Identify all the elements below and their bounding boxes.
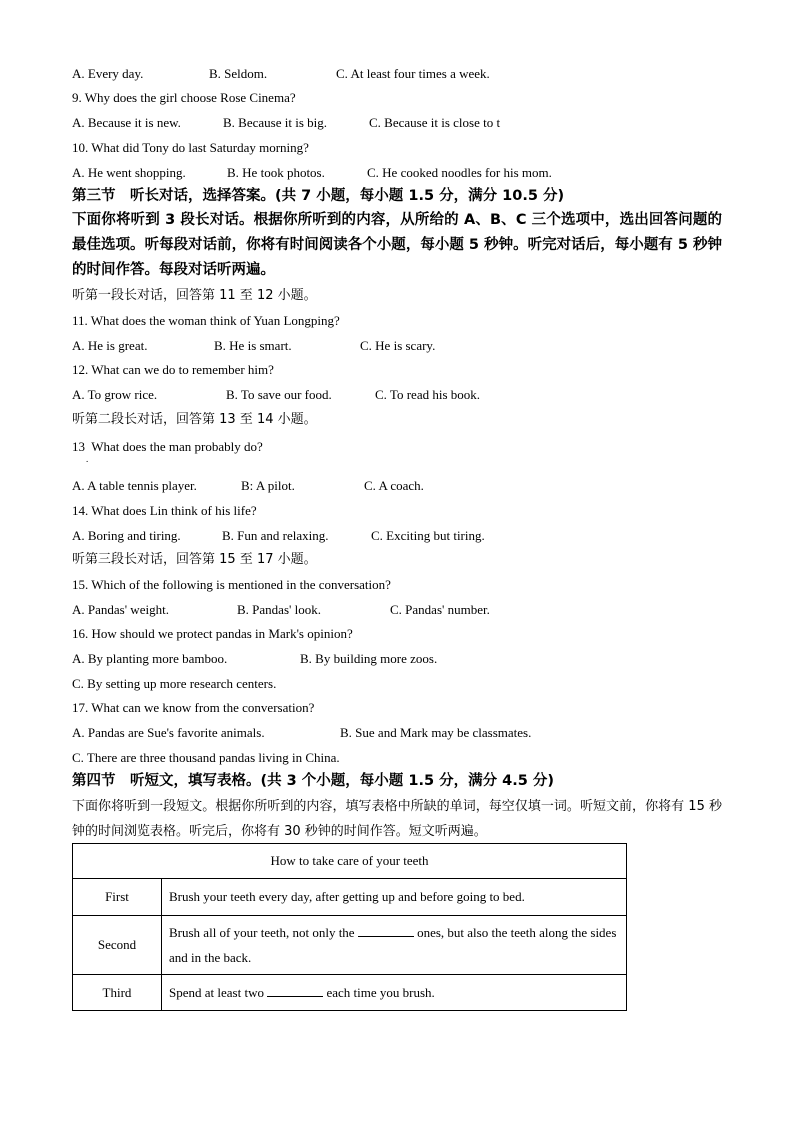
row-text-second <box>162 916 627 975</box>
table-row <box>73 879 627 916</box>
q12-option-a: A. To grow rice. <box>72 387 158 402</box>
dialog2-intro: 听第二段长对话，回答第 13 至 14 小题。 <box>72 412 317 427</box>
row-text-first-content: Brush your teeth every day, after getting up and before going to bed. <box>169 889 525 904</box>
q14-option-c: C. Exciting but tiring. <box>371 528 485 543</box>
q13-option-b: B: A pilot. <box>241 478 295 493</box>
q15-option-a: A. Pandas' weight. <box>72 602 169 617</box>
q11-option-b: B. He is smart. <box>214 338 292 353</box>
q15-option-c: C. Pandas' number. <box>390 602 490 617</box>
q15-option-b: B. Pandas' look. <box>237 602 321 617</box>
q17-option-a: A. Pandas are Sue's favorite animals. <box>72 725 265 740</box>
q10-question: 10. What did Tony do last Saturday morning? <box>72 140 309 155</box>
table-title: How to take care of your teeth <box>73 844 627 879</box>
section3-heading: 第三节 听长对话，选择答案。(共 7 小题，每小题 1.5 分，满分 10.5 分) <box>72 188 565 204</box>
dialog3-intro: 听第三段长对话，回答第 15 至 17 小题。 <box>72 552 317 567</box>
table-title-row <box>73 844 627 879</box>
q11-option-a: A. He is great. <box>72 338 148 353</box>
q8-option-b: B. Seldom. <box>209 66 268 81</box>
q16-question: 16. How should we protect pandas in Mark's opinion? <box>72 626 353 641</box>
table-row <box>73 975 627 1011</box>
q13-question: 13 What does the man probably do? <box>72 439 263 454</box>
row-text-second-after: ones, but also the teeth along the sides and in the back. <box>169 925 617 965</box>
row-text-first <box>162 879 627 916</box>
q16-option-a: A. By planting more bamboo. <box>72 651 228 666</box>
section4-heading: 第四节 听短文，填写表格。(共 3 个小题，每小题 1.5 分，满分 4.5 分) <box>72 773 555 789</box>
row-label-first: First <box>73 879 162 916</box>
q9-option-a: A. Because it is new. <box>72 115 181 130</box>
q16-option-c: C. By setting up more research centers. <box>72 676 277 691</box>
q15-question: 15. Which of the following is mentioned in the conversation? <box>72 577 391 592</box>
q8-option-a: A. Every day. <box>72 66 144 81</box>
answer-blank-1[interactable] <box>358 925 414 937</box>
teeth-care-table <box>72 843 627 1011</box>
stray-dot: . <box>86 454 89 464</box>
q17-option-b: B. Sue and Mark may be classmates. <box>340 725 532 740</box>
row-text-second-before: Brush all of your teeth, not only the <box>169 925 355 940</box>
q17-question: 17. What can we know from the conversation? <box>72 700 315 715</box>
q10-option-b: B. He took photos. <box>227 165 325 180</box>
q9-question: 9. Why does the girl choose Rose Cinema? <box>72 90 296 105</box>
q16-option-b: B. By building more zoos. <box>300 651 438 666</box>
q13-option-c: C. A coach. <box>364 478 424 493</box>
row-text-third-before: Spend at least two <box>169 984 264 1000</box>
section4-instruction: 下面你将听到一段短文。根据你所听到的内容，填写表格中所缺的单词，每空仅填一词。听短文前，你将有 15 秒钟的时间浏览表格。听完后，你将有 30 秒钟的时间作答。短文听两遍。 <box>72 799 722 839</box>
q10-option-a: A. He went shopping. <box>72 165 186 180</box>
table-row <box>73 916 627 975</box>
q13-option-a: A. A table tennis player. <box>72 478 197 493</box>
dialog1-intro: 听第一段长对话，回答第 11 至 12 小题。 <box>72 288 317 303</box>
q17-option-c: C. There are three thousand pandas living in China. <box>72 750 340 765</box>
row-text-third-after: each time you brush. <box>326 984 435 1000</box>
q14-question: 14. What does Lin think of his life? <box>72 503 257 518</box>
q12-question: 12. What can we do to remember him? <box>72 362 274 377</box>
row-label-third: Third <box>73 975 162 1011</box>
row-text-third <box>162 975 627 1011</box>
row-label-second: Second <box>73 916 162 975</box>
q14-option-b: B. Fun and relaxing. <box>222 528 329 543</box>
q9-option-c: C. Because it is close to t <box>369 115 501 130</box>
q12-option-b: B. To save our food. <box>226 387 332 402</box>
q12-option-c: C. To read his book. <box>375 387 481 402</box>
answer-blank-2[interactable] <box>267 985 323 997</box>
q9-option-b: B. Because it is big. <box>223 115 327 130</box>
q8-option-c: C. At least four times a week. <box>336 66 490 81</box>
q11-question: 11. What does the woman think of Yuan Longping? <box>72 313 340 328</box>
section3-instruction: 下面你将听到 3 段长对话。根据你所听到的内容，从所给的 A、B、C 三个选项中，选出回答问题的最佳选项。听每段对话前，你将有时间阅读各个小题，每小题 5 秒钟。听完对话后，每小题有 5 秒钟的时间作答。每段对话听两遍。 <box>72 212 722 278</box>
q10-option-c: C. He cooked noodles for his mom. <box>367 165 552 180</box>
q14-option-a: A. Boring and tiring. <box>72 528 181 543</box>
q11-option-c: C. He is scary. <box>360 338 436 353</box>
